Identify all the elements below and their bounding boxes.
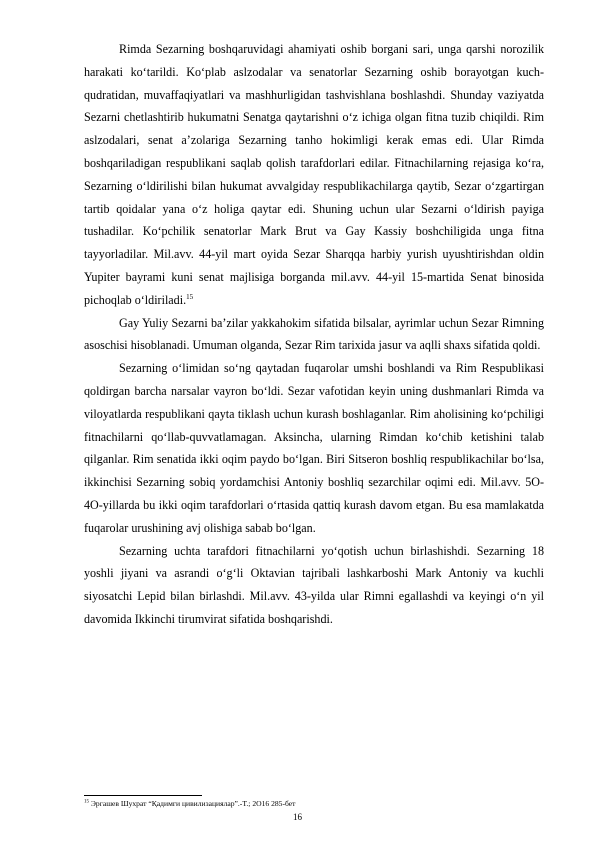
paragraph-2 — [84, 312, 544, 358]
paragraph-2-text: Gay Yuliy Sezarni ba’zilar yakkahokim sifatida bilsalar, ayrimlar uchun Sezar Rimning asoschisi hisoblanadi. Umuman olganda, Sezar Rim tarixida jasur va aqlli shaxs sifatida qoldi. — [84, 315, 544, 353]
footnote-number: 15 — [84, 799, 89, 805]
footnote — [84, 799, 544, 809]
paragraph-4 — [84, 540, 544, 631]
footnote-reference[interactable]: 15 — [186, 292, 194, 301]
paragraph-1 — [84, 38, 544, 312]
paragraph-3 — [84, 357, 544, 539]
main-text — [84, 38, 544, 631]
paragraph-3-text: Sezarning o‘limidan so‘ng qaytadan fuqarolar umshi boshlandi va Rim Respublikasi qoldirgan barcha narsalar vayron bo‘ldi. Sezar vafotidan keyin uning dushmanlari Rimda va viloyatlarda respublikani qayta tiklash uchun kurash boshlaganlar. Rim aholisining ko‘pchiligi fitnachilarni qo‘llab-quvvatlamagan. Aksincha, ularning Rimdan ko‘chib ketishini talab qilganlar. Rim senatida ikki oqim paydo bo‘lgan. Biri Sitseron boshliq respublikachilar bo‘lsa, ikkinchisi Sezarning sobiq yordamchisi Antoniy boshliq sezarchilar oqimi edi. Mil.avv. 5O-4O-yillarda bu ikki oqim tarafdorlari o‘rtasida qattiq kurash davom etgan. Bu esa mamlakatda fuqarolar urushining avj olishiga sabab bo‘lgan. — [84, 361, 544, 535]
footnote-separator — [84, 795, 202, 796]
footnote-text: Эргашев Шухрат “Қадимги цивилизациялар”.-T.; 2O16 285-бет — [90, 799, 296, 808]
paragraph-4-text: Sezarning uchta tarafdori fitnachilarni yo‘qotish uchun birlashishdi. Sezarning 18 yoshli jiyani va asrandi o‘g‘li Oktavian tajribali lashkarboshi Mark Antoniy va kuchli siyosatchi Lepid bilan birlashdi. Mil.avv. 43-yilda ular Rimni egallashdi va keyingi o‘n yil davomida Ikkinchi tirumvirat sifatida boshqarishdi. — [84, 543, 544, 626]
paragraph-1-text: Rimda Sezarning boshqaruvidagi ahamiyati oshib borgani sari, unga qarshi norozilik harakati ko‘tarildi. Ko‘plab aslzodalar va senatorlar Sezarning oshib borayotgan kuch-qudratidan, muvaffaqiyatlari va mashhurligidan tashvishlana boshlashdi. Shunday vaziyatda Sezarni chetlashtirib hukumatni Senatga qaytarishni o‘z ichiga olgan fitna tuzib chiqildi. Rim aslzodalari, senat a’zolariga Sezarning tanho hokimligi kerak emas edi. Ular Rimda boshqariladigan respublikani saqlab qolish tarafdorlari edilar. Fitnachilarning rejasiga ko‘ra, Sezarning o‘ldirilishi bilan hukumat avvalgiday respublikachilarga qaytib, Sezar o‘zgartirgan tartib qoidalar yana o‘z holiga qaytar edi. Shuning uchun ular Sezarni o‘ldirish payiga tushadilar. Ko‘pchilik senatorlar Mark Brut va Gay Kassiy boshchiligida unga fitna tayyorladilar. Mil.avv. 44-yil mart oyida Sezar Sharqqa harbiy yurish uyushtirishdan oldin Yupiter bayrami kuni senat majlisiga borganda mil.avv. 44-yil 15-martida Senat binosida pichoqlab o‘ldiriladi. — [84, 42, 544, 307]
page-number: 16 — [293, 812, 302, 822]
